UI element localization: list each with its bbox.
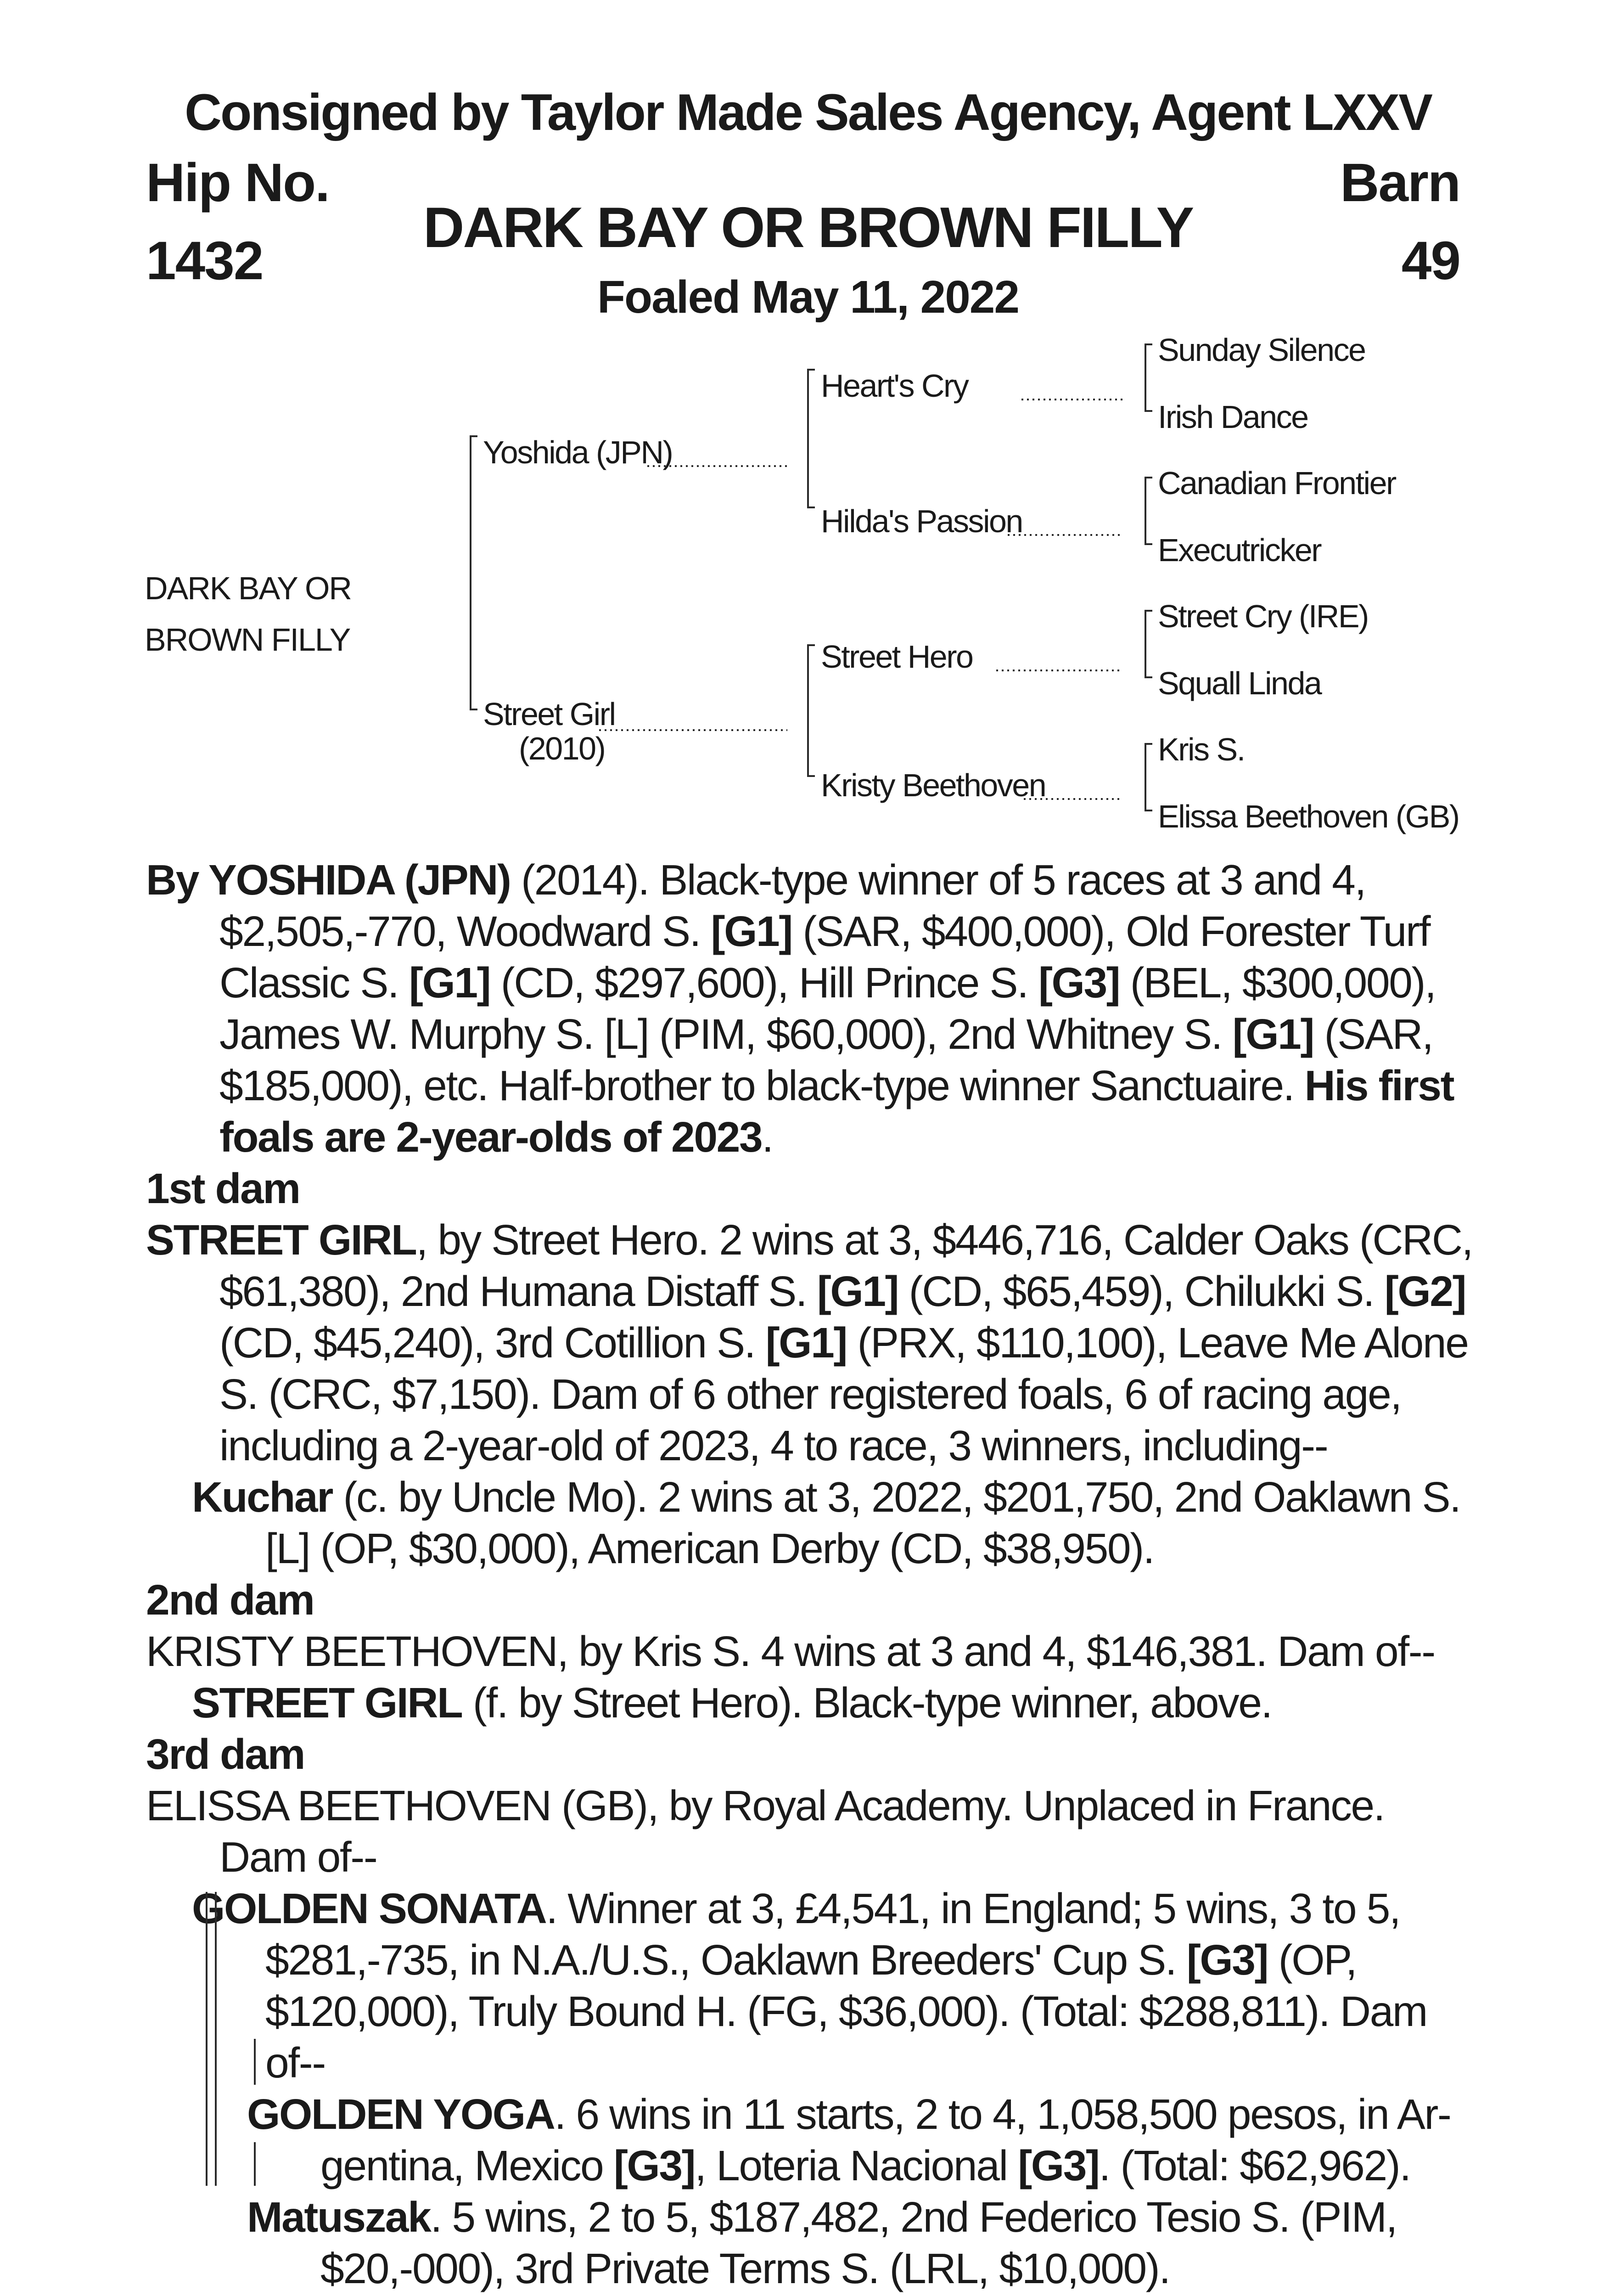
grade-badge: [G1] [765,1319,847,1367]
sire-text-2: (SAR, $400,000), Old Forester Turf Classic S. [219,907,1430,1007]
produce-text: (OP, $120,000), Truly Bound H. (FG, $36,000). (Total: $288,811). Dam of-- [265,1936,1427,2087]
produce-text: (c. by Uncle Mo). 2 wins at 3, 2022, $201,750, 2nd Oaklawn S. [L] (OP, $30,000), American Derby (CD, $38,950). [265,1473,1460,1572]
sire-text-6: . [762,1113,773,1161]
produce-name: GOLDEN SONATA [192,1885,546,1932]
grade-badge: [G3] [1018,2142,1099,2189]
subject-line-1: DARK BAY OR [145,570,351,606]
sire-text-3: (CD, $297,600), Hill Prince S. [490,959,1038,1007]
pedigree-dam-dam: Kristy Beethoven [821,767,1046,803]
first-dam-text-3: (CD, $45,240), 3rd Cotillion S. [219,1319,766,1367]
third-dam-paragraph: ELISSA BEETHOVEN (GB), by Royal Academy. Unplaced in France. Dam of-- [146,1782,1385,1881]
pedigree-sire: Yoshida (JPN) [483,434,673,470]
produce-text: . Winner at 3, £4,541, in England; 5 wins, 3 to 5, $281,-735, in N.A./U.S., Oaklawn Breeders' Cup S. [265,1885,1400,1984]
produce-name: Matuszak [247,2193,431,2241]
sire-name: YOSHIDA (JPN) [208,856,511,904]
subject-line-2: BROWN FILLY [145,622,350,658]
foaled-date: Foaled May 11, 2022 [597,271,1019,323]
pedigree-g3-7: Kris S. [1158,732,1245,767]
first-dam-text-1: , by Street Hero. 2 wins at 3, $446,716, Calder Oaks (CRC, $61,380), 2nd Humana Distaff S. [219,1216,1473,1315]
pedigree-g3-5: Street Cry (IRE) [1158,598,1368,634]
sire-text-1: (2014). Black-type winner of 5 races at 3 and 4, $2,505,-770, Woodward S. [219,856,1365,955]
pedigree-g3-8: Elissa Beethoven (GB) [1158,799,1459,834]
third-dam-heading: 3rd dam [146,1730,304,1778]
hip-number: 1432 [146,231,263,291]
produce-name: STREET GIRL [192,1679,462,1727]
pedigree-g3-1: Sunday Silence [1158,332,1365,368]
first-dam-text-2: (CD, $65,459), Chilukki S. [898,1267,1385,1315]
first-dam-name: STREET GIRL [146,1216,416,1264]
sire-text-5: (SAR, $185,000), etc. Half-brother to black-type winner Sanctuaire. [219,1010,1433,1109]
grade-badge: [G1] [817,1267,898,1315]
hip-label: Hip No. [146,152,329,213]
grade-badge: [G1] [409,959,490,1007]
barn-label: Barn [1340,152,1460,213]
pedigree-g3-2: Irish Dance [1158,399,1308,435]
produce-text: . (Total: $62,962). [1099,2142,1410,2189]
first-foals-note: His first foals are 2-year-olds of 2023 [219,1062,1454,1161]
first-dam-text-4: (PRX, $110,100), Leave Me Alone S. (CRC, $7,150). Dam of 6 other registered foals, 6 of racing age, including a 2-year-old of 2023, 4 to race, 3 winners, including-- [219,1319,1468,1469]
produce-name: Kuchar [192,1473,333,1521]
produce-name: GOLDEN YOGA [247,2090,555,2138]
grade-badge: [G3] [1038,959,1120,1007]
grade-badge: [G1] [711,907,792,955]
pedigree-dam-year: (2010) [519,731,605,766]
grade-badge: [G3] [1186,1936,1268,1984]
produce-text: . 5 wins, 2 to 5, $187,482, 2nd Federico Tesio S. (PIM, $20,-000), 3rd Private Terms S. (LRL, $10,000). [320,2193,1397,2292]
grade-badge: [G3] [613,2142,695,2189]
pedigree-dam-sire: Street Hero [821,639,973,675]
sire-text-4: (BEL, $300,000), James W. Murphy S. [L] (PIM, $60,000), 2nd Whitney S. [219,959,1436,1058]
pedigree-g3-6: Squall Linda [1158,665,1321,701]
pedigree-sire-sire: Heart's Cry [821,368,968,404]
pedigree-g3-3: Canadian Frontier [1158,465,1396,501]
grade-badge: [G1] [1232,1010,1314,1058]
pedigree-dam: Street Girl [483,696,615,732]
produce-text: . 6 wins in 11 starts, 2 to 4, 1,058,500 pesos, in Ar-gentina, Mexico [320,2090,1451,2189]
second-dam-paragraph: KRISTY BEETHOVEN, by Kris S. 4 wins at 3 and 4, $146,381. Dam of-- [146,1627,1435,1675]
produce-text: , Loteria Nacional [695,2142,1018,2189]
consignor-line: Consigned by Taylor Made Sales Agency, Agent LXXV [185,84,1431,141]
pedigree-g3-4: Executricker [1158,532,1321,568]
produce-text: (f. by Street Hero). Black-type winner, above. [462,1679,1272,1727]
barn-number: 49 [1401,231,1460,291]
lot-title: DARK BAY OR BROWN FILLY [423,196,1193,259]
sire-by: By [146,856,208,904]
pedigree-sire-dam: Hilda's Passion [821,503,1022,539]
grade-badge: [G2] [1384,1267,1466,1315]
first-dam-heading: 1st dam [146,1165,300,1212]
second-dam-heading: 2nd dam [146,1576,314,1624]
